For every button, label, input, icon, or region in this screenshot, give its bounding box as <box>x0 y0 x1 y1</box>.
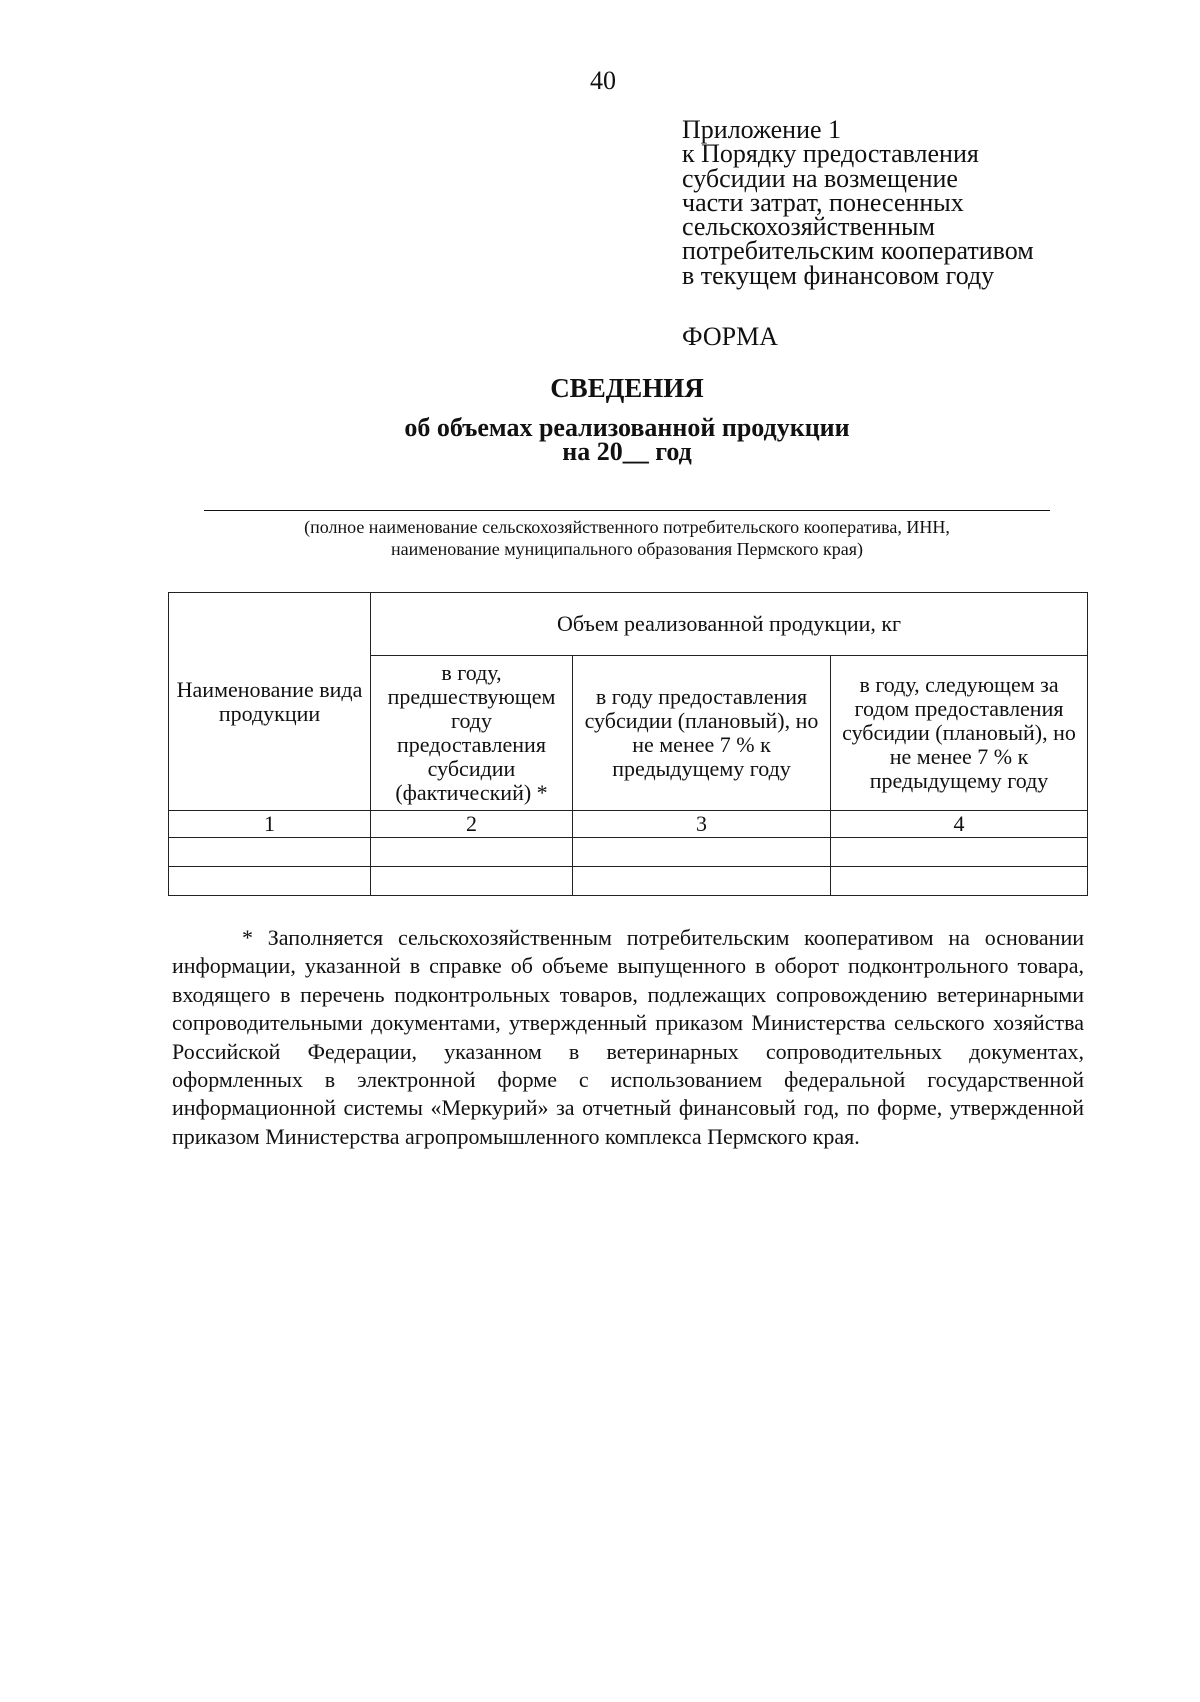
document-subtitle <box>0 413 1200 466</box>
appendix-line: потребительским кооперативом <box>682 236 1034 266</box>
appendix-line: к Порядку предоставления <box>682 139 979 169</box>
form-label: ФОРМА <box>682 322 778 351</box>
organization-name-blank-line <box>204 510 1050 511</box>
header-sales-volume-group: Объем реализованной продукции, кг <box>371 593 1088 656</box>
page-number: 40 <box>590 66 616 95</box>
caption-line: (полное наименование сельскохозяйственного потребительского кооператива, ИНН, <box>304 517 950 537</box>
table-row <box>169 867 1088 896</box>
appendix-line: в текущем финансовом году <box>682 260 995 290</box>
header-product-type: Наименование вида продукции <box>169 593 371 811</box>
header-previous-year: в году, предшествующем году предоставления субсидии (фактический) * <box>371 656 573 811</box>
subtitle-line: на 20__ год <box>562 437 692 466</box>
empty-cell[interactable] <box>169 838 371 867</box>
column-number-row <box>169 811 1088 838</box>
column-number: 2 <box>371 811 573 838</box>
empty-cell[interactable] <box>831 838 1088 867</box>
column-number: 3 <box>573 811 831 838</box>
empty-cell[interactable] <box>831 867 1088 896</box>
appendix-line: части затрат, понесенных <box>682 187 964 217</box>
appendix-line: сельскохозяйственным <box>682 212 935 242</box>
header-following-year: в году, следующем за годом предоставления субсидии (плановый), но не менее 7 % к предыдущему году <box>831 656 1088 811</box>
footnote <box>172 924 1084 1151</box>
empty-cell[interactable] <box>371 838 573 867</box>
document-title: СВЕДЕНИЯ <box>550 373 704 403</box>
header-subsidy-year: в году предоставления субсидии (плановый), но не менее 7 % к предыдущему году <box>573 656 831 811</box>
empty-cell[interactable] <box>371 867 573 896</box>
caption-line: наименование муниципального образования Пермского края) <box>390 539 864 559</box>
subtitle-line: об объемах реализованной продукции <box>404 413 850 442</box>
empty-cell[interactable] <box>169 867 371 896</box>
appendix-line: Приложение 1 <box>682 115 842 144</box>
empty-cell[interactable] <box>573 838 831 867</box>
table-row <box>169 838 1088 867</box>
organization-name-caption <box>204 516 1050 560</box>
column-number: 4 <box>831 811 1088 838</box>
sales-volume-table <box>168 592 1088 896</box>
empty-cell[interactable] <box>573 867 831 896</box>
footnote-text: * Заполняется сельскохозяйственным потребительским кооперативом на основании информации, указанной в справке об объеме выпущенного в оборот подконтрольного товара, входящего в перечень подконтрольных товаров, подлежащих сопровождению ветеринарными сопроводительными документами, утвержденный приказом Министерства сельского хозяйства Российской Федерации, указанном в ветеринарных сопроводительных документах, оформленных в электронной форме с использованием федеральной государственной информационной системы «Меркурий» за отчетный финансовый год, по форме, утвержденной приказом Министерства агропромышленного комплекса Пермского края. <box>172 925 1084 1149</box>
column-number: 1 <box>169 811 371 838</box>
appendix-reference <box>682 115 1162 290</box>
appendix-line: субсидии на возмещение <box>682 163 958 193</box>
